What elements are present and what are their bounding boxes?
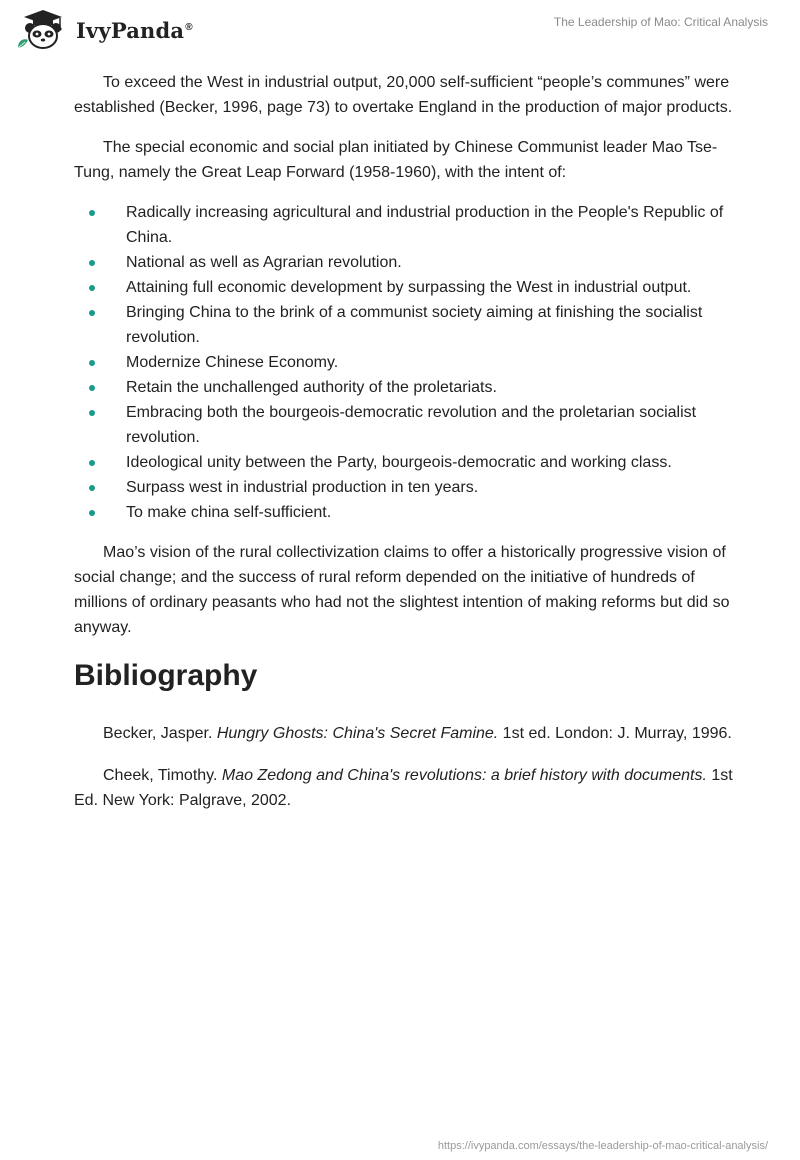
list-item-text: Retain the unchallenged authority of the proletariats. (126, 379, 497, 396)
list-item-text: Bringing China to the brink of a communist society aiming at finishing the socialist revolution. (126, 304, 703, 346)
list-item (74, 450, 734, 475)
registered-mark: ® (185, 21, 193, 33)
bibliography-heading: Bibliography (74, 659, 258, 692)
list-item-text: Radically increasing agricultural and industrial production in the People's Republic of China. (126, 204, 724, 246)
paragraph-great-leap: The special economic and social plan initiated by Chinese Communist leader Mao Tse-Tung, namely the Great Leap Forward (1958-1960), with the intent of: (74, 139, 718, 181)
list-item (74, 400, 734, 450)
list-item (74, 300, 734, 350)
list-item-text: Attaining full economic development by surpassing the West in industrial output. (126, 279, 692, 296)
ref-publication: 1st ed. London: J. Murray, 1996. (498, 725, 732, 742)
list-item (74, 375, 734, 400)
bullet-icon (89, 385, 95, 391)
bullet-icon (89, 360, 95, 366)
bullet-icon (89, 260, 95, 266)
intent-list (74, 200, 734, 525)
bullet-icon (89, 485, 95, 491)
panda-graduate-icon (14, 8, 72, 52)
list-item (74, 275, 734, 300)
list-item-text: Surpass west in industrial production in ten years. (126, 479, 479, 496)
page-header (0, 0, 800, 60)
ref-title: Mao Zedong and China's revolutions: a brief history with documents. (221, 767, 707, 784)
bullet-icon (89, 210, 95, 216)
list-item (74, 350, 734, 375)
bullet-icon (89, 285, 95, 291)
ref-author: Becker, Jasper. (103, 725, 217, 742)
bibliography-entry (74, 721, 734, 746)
list-item (74, 200, 734, 250)
paragraph-communes: To exceed the West in industrial output, 20,000 self-sufficient “people’s communes” were established (Becker, 1996, page 73) to overtake England in the production of major products. (74, 74, 733, 116)
ref-publication: 1st Ed. New York: Palgrave, 2002. (74, 767, 733, 809)
bullet-icon (89, 510, 95, 516)
list-item-text: Ideological unity between the Party, bourgeois-democratic and working class. (126, 454, 672, 471)
document-title: The Leadership of Mao: Critical Analysis (553, 15, 768, 29)
bibliography-entry (74, 763, 734, 813)
paragraph-rural-collectivization: Mao’s vision of the rural collectivization claims to offer a historically progressive vision of social change; and the success of rural reform depended on the initiative of hundreds of millions of ordinary peasants who had not the slightest intention of making reforms but did so anyway. (74, 544, 730, 636)
bullet-icon (89, 410, 95, 416)
ref-title: Hungry Ghosts: China's Secret Famine. (216, 725, 499, 742)
essay-content (74, 70, 734, 830)
list-item-text: Modernize Chinese Economy. (126, 354, 339, 371)
list-item (74, 500, 734, 525)
list-item (74, 475, 734, 500)
brand-name: IvyPanda® (76, 17, 193, 43)
bullet-icon (89, 310, 95, 316)
list-item-text: Embracing both the bourgeois-democratic revolution and the proletarian socialist revolution. (126, 404, 697, 446)
list-item (74, 250, 734, 275)
source-url[interactable]: https://ivypanda.com/essays/the-leadership-of-mao-critical-analysis/ (437, 1140, 768, 1152)
ref-author: Cheek, Timothy. (103, 767, 222, 784)
list-item-text: To make china self-sufficient. (126, 504, 332, 521)
ivypanda-logo[interactable] (14, 8, 193, 52)
list-item-text: National as well as Agrarian revolution. (126, 254, 402, 271)
bullet-icon (89, 460, 95, 466)
